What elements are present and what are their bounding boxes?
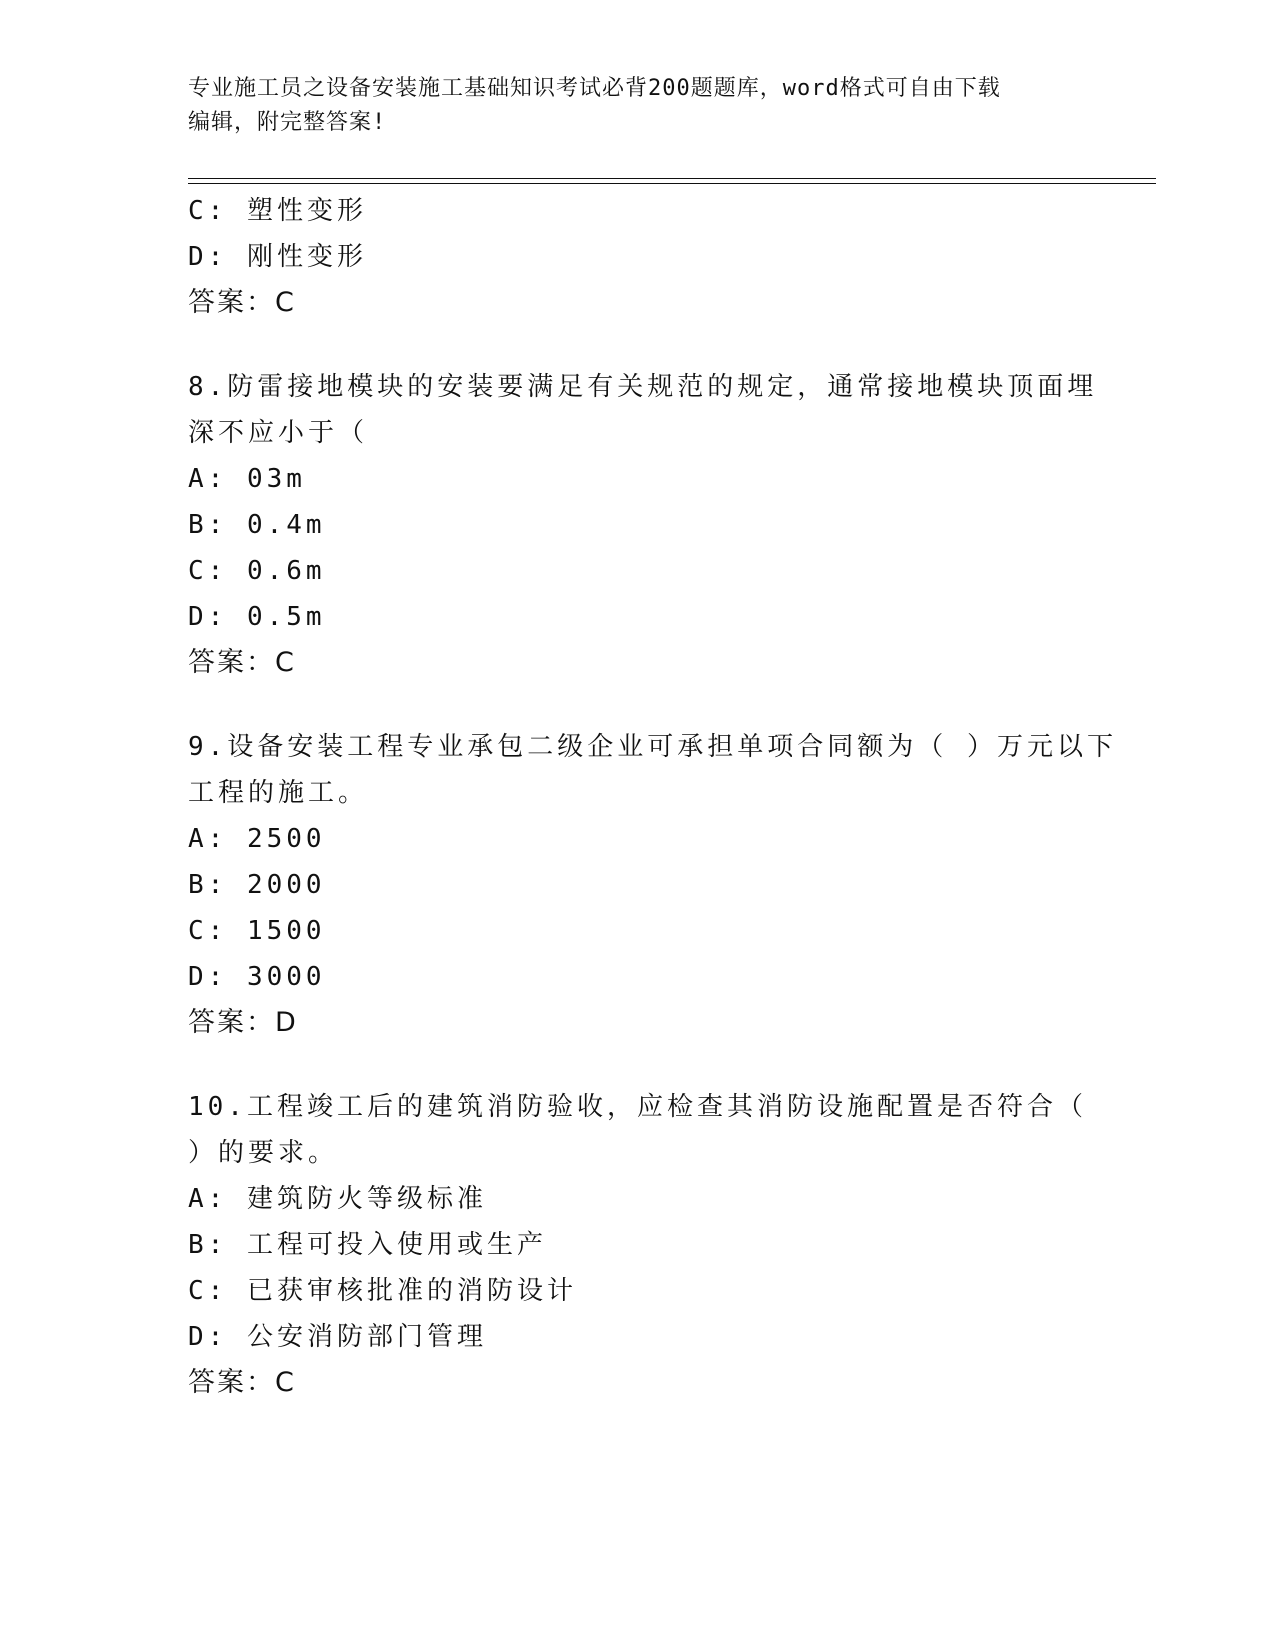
question-9-option-a: A: 2500: [188, 824, 326, 854]
question-9-text-line-2: 工程的施工。: [188, 778, 369, 808]
header-divider-bottom: [188, 183, 1156, 184]
question-8-option-b: B: 0.4m: [188, 510, 326, 540]
header-divider-top: [188, 178, 1156, 179]
question-10-answer: 答案：C: [188, 1367, 296, 1398]
question-9-answer: 答案：D: [188, 1007, 298, 1038]
question-10-option-d: D: 公安消防部门管理: [188, 1322, 487, 1352]
question-7-option-d: D: 刚性变形: [188, 242, 367, 272]
question-7-answer: 答案：C: [188, 287, 296, 318]
question-8-option-a: A: 03m: [188, 464, 306, 494]
document-header: [188, 72, 1068, 140]
question-10-text-line-1: 10.工程竣工后的建筑消防验收，应检查其消防设施配置是否符合（: [188, 1092, 1087, 1122]
header-title-line-1: 专业施工员之设备安装施工基础知识考试必背200题题库，word格式可自由下载: [188, 76, 1001, 101]
question-8-option-d: D: 0.5m: [188, 602, 326, 632]
question-9-text-line-1: 9.设备安装工程专业承包二级企业可承担单项合同额为（ ）万元以下: [188, 732, 1117, 762]
question-8-text-line-1: 8.防雷接地模块的安装要满足有关规范的规定，通常接地模块顶面埋: [188, 372, 1098, 402]
question-10-option-b: B: 工程可投入使用或生产: [188, 1230, 547, 1260]
question-9-option-d: D: 3000: [188, 962, 326, 992]
question-9-option-b: B: 2000: [188, 870, 326, 900]
question-7-tail: [188, 188, 1088, 326]
question-10-option-c: C: 已获审核批准的消防设计: [188, 1276, 577, 1306]
question-9-option-c: C: 1500: [188, 916, 326, 946]
question-10-text-line-2: ）的要求。: [188, 1138, 339, 1168]
question-8-answer: 答案：C: [188, 647, 296, 678]
question-9: [188, 724, 1117, 1046]
question-8-option-c: C: 0.6m: [188, 556, 326, 586]
header-title-line-2: 编辑，附完整答案!: [188, 110, 387, 135]
question-10-option-a: A: 建筑防火等级标准: [188, 1184, 487, 1214]
question-list: [188, 188, 1117, 1406]
question-8-text-line-2: 深不应小于（: [188, 418, 369, 448]
question-10: [188, 1084, 1088, 1406]
question-7-option-c: C: 塑性变形: [188, 196, 367, 226]
question-8: [188, 364, 1098, 686]
